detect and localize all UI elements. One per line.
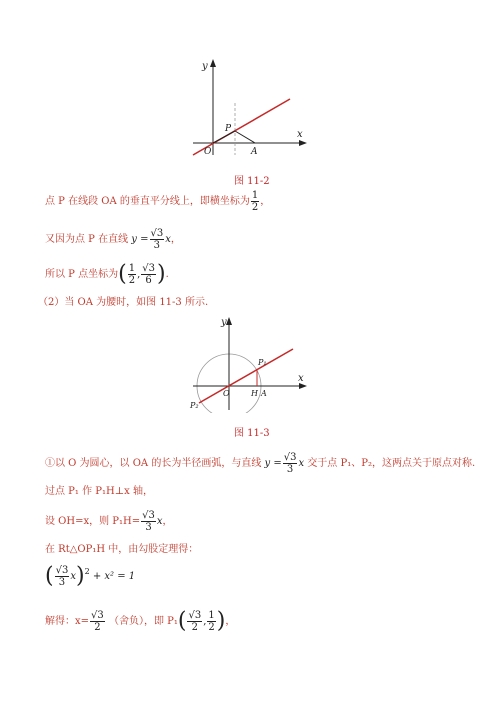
label-p2: P₂	[190, 401, 199, 410]
text-line-10: 解得：x= $\frac{√3}{2}$ （舍负），即 P₁( $\frac{√3}{2}$ , $\frac{1}{2}$ )，	[45, 608, 236, 634]
text-line-1: 点 P 在线段 OA 的垂直平分线上，即横坐标为 $\frac{1}{2}$ ，	[45, 190, 271, 213]
equation-pythagoras: ( $\frac{√3}{3}$ x)$^2$ + x² = 1	[45, 563, 136, 589]
label-h: H	[251, 389, 258, 398]
fraction: $\frac{√3}{6}$	[142, 263, 155, 286]
text-line-8: 在 Rt△OP₁H 中，由勾股定理得：	[45, 544, 199, 555]
text-line-3: 所以 P 点坐标为( $\frac{1}{2}$ , $\frac{√3}{6}$ ).	[45, 261, 169, 287]
line-y-sqrt3-over-3-x	[199, 349, 293, 403]
label-p1: P₁	[258, 358, 267, 367]
label-y: y	[221, 317, 227, 328]
figure-11-3	[185, 313, 315, 413]
label-o: O	[204, 147, 212, 157]
label-a: A	[261, 389, 267, 398]
label-y: y	[202, 61, 208, 72]
text-line-7: 设 OH=x，则 P₁H= $\frac{√3}{3}$ x，	[45, 510, 173, 533]
fraction: $\frac{√3}{3}$	[55, 565, 69, 588]
fraction: $\frac{√3}{2}$	[188, 610, 202, 633]
fraction: $\frac{√3}{2}$	[91, 610, 104, 633]
label-a: A	[251, 147, 258, 157]
label-o: O	[223, 389, 230, 398]
fraction: $\frac{1}{2}$	[251, 190, 259, 213]
y-axis-arrow-icon	[226, 317, 232, 325]
fraction: $\frac{√3}{3}$	[283, 452, 297, 475]
text-line-6: 过点 P₁ 作 P₁H⊥x 轴，	[45, 486, 153, 497]
x-axis-arrow-icon	[299, 140, 307, 146]
fraction: $\frac{1}{2}$	[128, 263, 136, 286]
segment-pa	[235, 131, 255, 143]
text-line-2: 又因为点 P 在直线 y = $\frac{√3}{3}$ x，	[45, 228, 181, 251]
label-p: P	[225, 124, 232, 134]
fraction: $\frac{√3}{3}$	[142, 510, 155, 533]
label-x: x	[298, 373, 304, 384]
fraction: $\frac{1}{2}$	[208, 610, 215, 633]
label-x: x	[297, 129, 303, 140]
y-axis-arrow-icon	[210, 59, 216, 67]
figure-11-2	[185, 55, 315, 165]
fraction: $\frac{√3}{3}$	[150, 228, 164, 251]
figure-caption-11-2: 图 11-2	[234, 176, 270, 187]
figure-caption-11-3: 图 11-3	[234, 428, 270, 439]
text-line-5: ①以 O 为圆心，以 OA 的长为半径画弧，与直线 y = $\frac{√3}{3}$ x 交于点 P₁、P₂，这两点关于原点对称.	[45, 452, 476, 475]
text-line-4: （2）当 OA 为腰时，如图 11-3 所示.	[38, 297, 209, 308]
segment-op	[213, 131, 235, 143]
